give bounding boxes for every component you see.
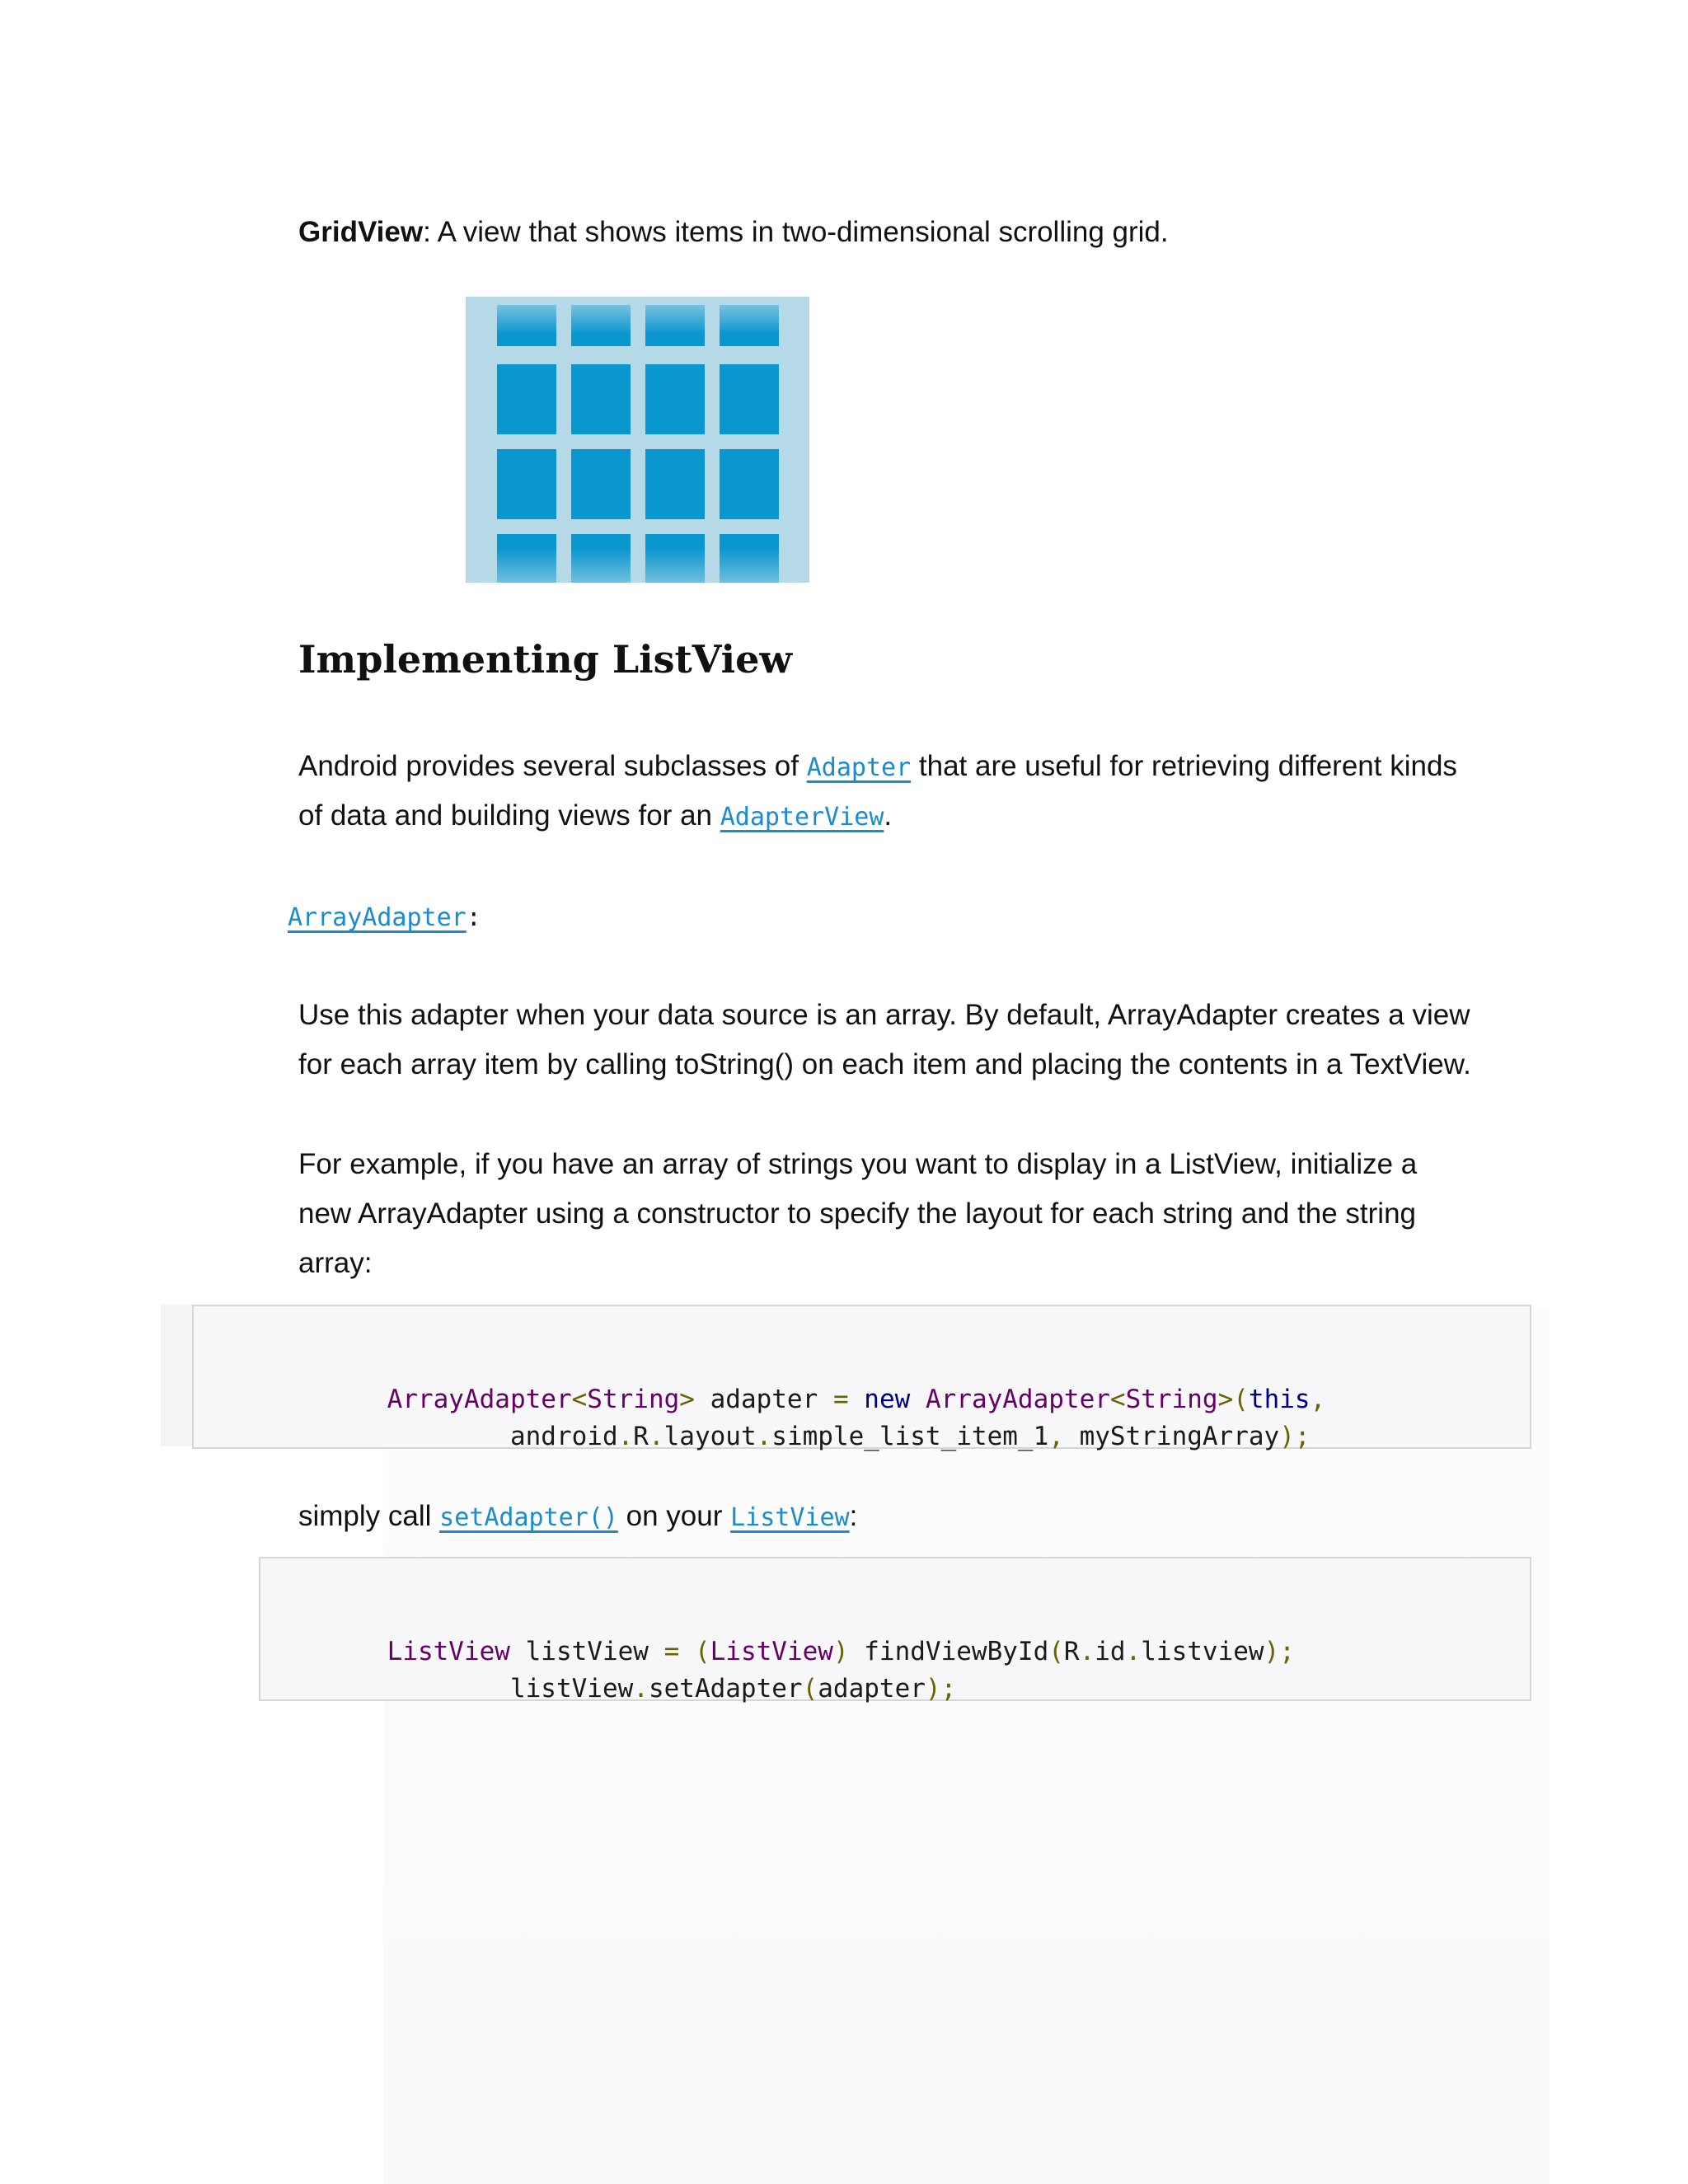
code-token-type: ListView xyxy=(387,1637,510,1666)
grid-tile xyxy=(645,305,705,346)
grid-tile xyxy=(645,534,705,583)
code-token-punct: < xyxy=(1109,1385,1126,1414)
grid-tile xyxy=(720,364,779,434)
code-token-punct: . xyxy=(648,1422,664,1451)
code-token-punct: , xyxy=(1310,1385,1326,1414)
grid-tile xyxy=(497,305,556,346)
code-token-plain: R xyxy=(1063,1637,1080,1666)
arrayadapter-label xyxy=(288,892,481,943)
code-token-punct: > xyxy=(679,1385,695,1414)
code-token-plain: findViewById xyxy=(848,1637,1049,1666)
code-token-keyword: this xyxy=(1248,1385,1311,1414)
para3-mid: on your xyxy=(617,1500,731,1532)
code-token-plain: id xyxy=(1095,1637,1126,1666)
code-line xyxy=(326,1632,956,1746)
grid-tile xyxy=(571,534,631,583)
code-block-listview xyxy=(259,1557,1531,1704)
code-token-plain: adapter xyxy=(818,1674,926,1704)
grid-tile xyxy=(497,364,556,434)
para2-line-1: For example, if you have an array of strings you want to display in a ListView, initialize a xyxy=(298,1148,1418,1180)
grid-tile xyxy=(571,449,631,519)
code-token-plain: layout xyxy=(663,1422,757,1451)
grid-tile xyxy=(720,534,779,583)
para3-line xyxy=(298,1492,857,1543)
adapter-link[interactable]: Adapter xyxy=(806,753,912,782)
para3-post: : xyxy=(849,1500,858,1532)
code-token-punct: ); xyxy=(1279,1422,1311,1451)
gridview-description: : A view that shows items in two-dimensional scrolling grid. xyxy=(423,216,1169,248)
gridview-term: GridView xyxy=(298,216,424,248)
code-token-punct: = xyxy=(832,1385,849,1414)
code-token-punct: ( xyxy=(694,1637,710,1666)
code-token-type: ArrayAdapter xyxy=(387,1385,572,1414)
code-token-punct: ( xyxy=(802,1674,818,1704)
grid-tile xyxy=(497,449,556,519)
code-token-punct: . xyxy=(1125,1637,1142,1666)
grid-tile xyxy=(497,534,556,583)
listview-link[interactable]: ListView xyxy=(730,1503,850,1532)
code-token-plain: android xyxy=(387,1422,618,1451)
code-block-arrayadapter xyxy=(192,1305,1531,1449)
code-token-plain: simple_list_item_1 xyxy=(771,1422,1049,1451)
grid-tile xyxy=(571,305,631,346)
intro-line-2-post: . xyxy=(884,799,893,832)
code-token-punct: ( xyxy=(1048,1637,1064,1666)
code-token-punct: ); xyxy=(1264,1637,1295,1666)
intro-line-2-pre: of data and building views for an xyxy=(298,799,720,832)
arrayadapter-link[interactable]: ArrayAdapter xyxy=(288,903,467,932)
code-token-punct: ) xyxy=(832,1637,849,1666)
para2-line-3: array: xyxy=(298,1247,373,1279)
code-token-punct: ); xyxy=(925,1674,957,1704)
code-token-plain: R xyxy=(633,1422,649,1451)
code-token-type: ArrayAdapter xyxy=(925,1385,1110,1414)
grid-tile xyxy=(645,364,705,434)
code-token-keyword: new xyxy=(864,1385,911,1414)
intro-line-2 xyxy=(298,791,892,842)
code-token-plain: setAdapter xyxy=(648,1674,803,1704)
code-token-plain: adapter xyxy=(694,1385,833,1414)
grid-view-icon xyxy=(466,297,809,583)
code-token-type: String xyxy=(587,1385,680,1414)
para1-line-1: Use this adapter when your data source is an array. By default, ArrayAdapter creates a view xyxy=(298,999,1470,1031)
adapterview-link[interactable]: AdapterView xyxy=(720,803,884,832)
code-token-plain: listview xyxy=(1141,1637,1264,1666)
para1-line-2: for each array item by calling toString() on each item and placing the contents in a TextView. xyxy=(298,1048,1471,1080)
code-token-punct: . xyxy=(633,1674,649,1704)
code-token-plain: listView xyxy=(509,1637,664,1666)
grid-tile xyxy=(720,449,779,519)
code-token-punct: . xyxy=(1079,1637,1095,1666)
gridview-definition xyxy=(298,208,1169,257)
code-token-punct: >( xyxy=(1217,1385,1249,1414)
code-gutter xyxy=(161,1305,194,1446)
para3-pre: simply call xyxy=(298,1500,440,1532)
intro-line-1 xyxy=(298,742,1457,793)
intro-line-1-pre: Android provides several subclasses of xyxy=(298,750,807,782)
code-token-plain: listView xyxy=(387,1674,634,1704)
code-line xyxy=(326,1380,1311,1493)
section-heading: Implementing ListView xyxy=(298,637,793,682)
code-token-punct: . xyxy=(617,1422,634,1451)
para2-line-2: new ArrayAdapter using a constructor to specify the layout for each string and the string xyxy=(298,1197,1417,1230)
code-token-plain: myStringArray xyxy=(1063,1422,1280,1451)
code-token-punct: , xyxy=(1048,1422,1064,1451)
setadapter-link[interactable]: setAdapter() xyxy=(439,1503,618,1532)
code-token-punct: . xyxy=(756,1422,772,1451)
grid-tile xyxy=(720,305,779,346)
code-token-punct: < xyxy=(571,1385,588,1414)
grid-tile xyxy=(645,449,705,519)
code-token-punct: = xyxy=(663,1637,680,1666)
code-token-type: ListView xyxy=(710,1637,833,1666)
grid-tile xyxy=(571,364,631,434)
code-token-type: String xyxy=(1125,1385,1218,1414)
intro-line-1-post: that are useful for retrieving different kinds xyxy=(911,750,1457,782)
arrayadapter-colon: : xyxy=(466,903,481,932)
